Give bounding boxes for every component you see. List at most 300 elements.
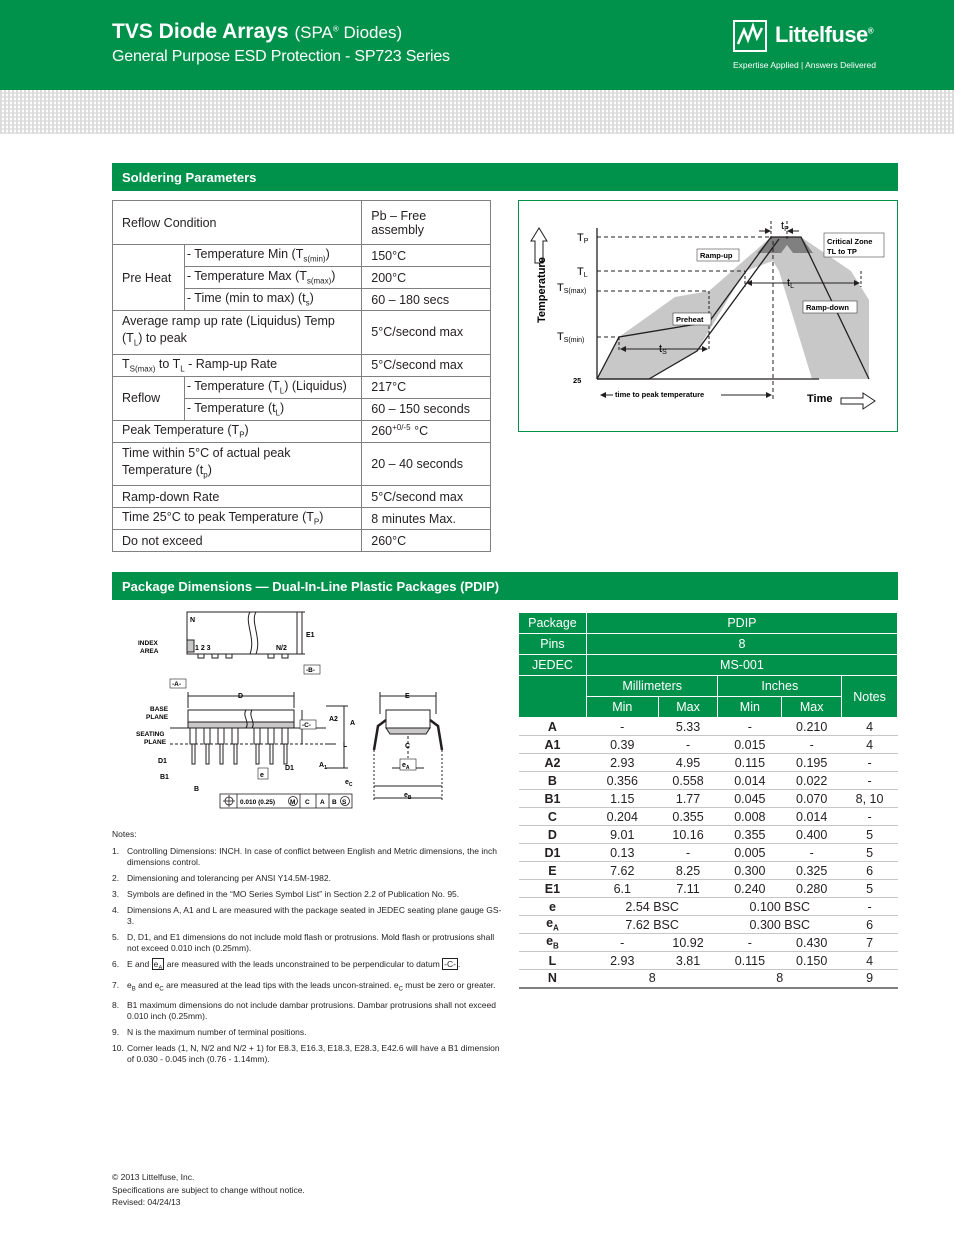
- table-row: [519, 880, 898, 898]
- time-min-max-label: [184, 289, 361, 311]
- b-label: B: [194, 786, 200, 793]
- note-text-part: and e: [135, 979, 160, 990]
- note-text-part: are measured at the lead tips with the leads uncon-strained. e: [163, 979, 399, 990]
- note-text: B1 maximum dimensions do not include dambar protrusions. Dambar protrusions shall not exceed 0.010 inch (0.25mm).: [127, 1000, 496, 1022]
- peak-close: ): [244, 422, 249, 437]
- reflow-condition-value: Pb – Free assembly: [362, 201, 491, 245]
- time25-text: Time 25°C to peak Temperature (T: [122, 510, 314, 525]
- in-max-cell: 0.280: [782, 880, 842, 898]
- tolerance-value: 0.010 (0.25): [240, 799, 276, 806]
- note-cell: -: [842, 898, 898, 916]
- time-to-peak-label: time to peak temperature: [615, 390, 705, 399]
- y-axis-label: Temperature: [536, 257, 548, 323]
- in-min-cell: -: [718, 934, 782, 952]
- package-value: PDIP: [586, 613, 897, 634]
- in-max-cell: -: [782, 736, 842, 754]
- ea-inline-sub: A: [158, 965, 163, 972]
- time-sub: s: [305, 298, 310, 308]
- note-number: 7.: [112, 979, 120, 990]
- revised-date: Revised: 04/24/13: [112, 1197, 181, 1207]
- table-row: [113, 311, 491, 355]
- mm-min-cell: 2.93: [586, 952, 658, 970]
- note-cell: 4: [842, 952, 898, 970]
- tl-sub: L: [180, 364, 185, 374]
- within-text-b: Temperature (t: [122, 462, 204, 477]
- reflow-profile-svg: [519, 201, 897, 431]
- lead-tip: [234, 744, 237, 764]
- note-item: [112, 1043, 507, 1065]
- table-row: [519, 772, 898, 790]
- symbol-header: [519, 676, 587, 718]
- lead-shoulder: [218, 728, 224, 744]
- ts-sub: S(max): [129, 364, 156, 374]
- in-max-cell: -: [782, 844, 842, 862]
- brand-reg-mark: ®: [867, 26, 874, 36]
- reflow-label: Reflow: [113, 376, 185, 420]
- a1-label: $A_1$: [319, 762, 327, 771]
- table-row: [113, 420, 491, 442]
- note-text: N is the maximum number of terminal positions.: [127, 1027, 307, 1038]
- d1-left-label: D1: [158, 758, 167, 765]
- mm-max-cell: 10.16: [658, 826, 718, 844]
- e1-label: E1: [306, 632, 315, 639]
- rampdown-value: 5°C/second max: [362, 486, 491, 508]
- liquidus-sub: L: [279, 386, 285, 396]
- note-item: [112, 980, 507, 996]
- table-row: [519, 676, 898, 697]
- temp-min-value: 150°C: [362, 245, 491, 267]
- mm-max-header: Max: [658, 697, 718, 718]
- note-number: 10.: [112, 1043, 124, 1054]
- note-text: Corner leads (1, N, N/2 and N/2 + 1) for E8.3, E16.3, E18.3, E28.3, E42.6 will have a B1 dimension of 0.030 - 0.045 inch (0.76 - 1.14mm).: [127, 1043, 500, 1065]
- symbol-text: N: [547, 971, 557, 986]
- dimension-symbol: [519, 718, 587, 736]
- symbol-text: e: [546, 934, 554, 949]
- liquidus-value: 217°C: [362, 376, 491, 398]
- soldering-parameters-table: [112, 200, 491, 552]
- spa-suffix: Diodes): [338, 23, 403, 42]
- in-min-cell: 0.045: [718, 790, 782, 808]
- time25-value: 8 minutes Max.: [362, 508, 491, 530]
- peak-value-text: 260: [371, 424, 393, 439]
- lead-shoulder: [282, 728, 288, 744]
- time-close: ): [309, 291, 314, 306]
- preheat-label: Preheat: [676, 315, 704, 324]
- note-text: Dimensions A, A1 and L are measured with the package seated in JEDEC seating plane gauge GS-3.: [127, 905, 502, 926]
- copyright: © 2013 Littelfuse, Inc.: [112, 1172, 195, 1182]
- pins-label: Pins: [519, 634, 587, 655]
- table-row: [519, 916, 898, 934]
- mm-min-cell: 0.356: [586, 772, 658, 790]
- ts-time-label: tS: [659, 343, 667, 356]
- peak-text: Peak Temperature (T: [122, 422, 240, 437]
- c-label: C: [405, 743, 411, 750]
- dimension-symbol: [519, 844, 587, 862]
- dimension-symbol: [519, 880, 587, 898]
- note-cell: 5: [842, 880, 898, 898]
- liquidus-close: ) (Liquidus): [284, 378, 347, 393]
- note-text-part: are measured with the leads unconstrained to be perpendicular to datum: [164, 959, 443, 969]
- dimension-symbol: [519, 736, 587, 754]
- lead-tip: [206, 744, 209, 764]
- table-row: [519, 613, 898, 634]
- table-row: [519, 655, 898, 676]
- note-item: [112, 846, 507, 868]
- tl-time-text: - Temperature (t: [186, 400, 276, 415]
- dimension-symbol: [519, 808, 587, 826]
- table-row: [519, 718, 898, 736]
- jedec-value: MS-001: [586, 655, 897, 676]
- temp-max-sub: s(max): [306, 276, 332, 286]
- liquidus-label: [184, 376, 361, 398]
- rampdown-label: Ramp-down Rate: [113, 486, 362, 508]
- mm-max-cell: 0.355: [658, 808, 718, 826]
- ramp-down-label: Ramp-down: [806, 303, 849, 312]
- in-max-cell: 0.400: [782, 826, 842, 844]
- disclaimer: Specifications are subject to change without notice.: [112, 1184, 305, 1195]
- in-max-cell: 0.014: [782, 808, 842, 826]
- tp-time-label: tP: [781, 220, 789, 233]
- dimension-symbol: [519, 862, 587, 880]
- b1-label: B1: [160, 774, 169, 781]
- within-peak-value: 20 – 40 seconds: [362, 442, 491, 486]
- temp-min-text: - Temperature Min (T: [186, 247, 304, 262]
- mm-min-cell: -: [586, 718, 658, 736]
- top-pin: [226, 654, 232, 658]
- time25-label: [113, 508, 362, 530]
- table-row: [113, 376, 491, 398]
- notes-section: [112, 829, 507, 1070]
- mm-max-cell: -: [658, 844, 718, 862]
- mm-max-cell: 0.558: [658, 772, 718, 790]
- peak-unit: °C: [410, 424, 429, 439]
- mm-max-cell: -: [658, 736, 718, 754]
- in-cell: 8: [718, 970, 842, 988]
- in-min-cell: -: [718, 718, 782, 736]
- header-pattern-stripe: [0, 90, 954, 134]
- note-cell: -: [842, 754, 898, 772]
- temp-min-sub: s(min): [303, 254, 326, 264]
- lead-shoulder: [190, 728, 196, 744]
- ea-inline: e: [153, 959, 159, 969]
- symbol-text: e: [546, 916, 554, 931]
- table-row: [519, 862, 898, 880]
- inches-header: Inches: [718, 676, 842, 697]
- critical-zone-range: TL to TP: [827, 247, 857, 256]
- dimension-symbol: [519, 934, 587, 952]
- seating-label: SEATING: [136, 731, 165, 738]
- note-cell: 6: [842, 862, 898, 880]
- ec-label: $e_C$: [345, 779, 353, 788]
- mm-cell: 2.54 BSC: [586, 898, 718, 916]
- e-label: E: [405, 693, 410, 700]
- mm-cell: 8: [586, 970, 718, 988]
- in-min-cell: 0.005: [718, 844, 782, 862]
- datum-c-label: -C-: [302, 722, 312, 729]
- exceed-label: Do not exceed: [113, 530, 362, 552]
- datum-b-label: -B-: [306, 667, 316, 674]
- top-pin: [282, 654, 288, 658]
- in-max-cell: 0.210: [782, 718, 842, 736]
- symbol-text: D: [547, 827, 557, 842]
- note-number: 9.: [112, 1027, 120, 1038]
- note-number: 6.: [112, 959, 120, 969]
- mm-min-cell: 9.01: [586, 826, 658, 844]
- a-label: A: [350, 720, 356, 727]
- eb-label: $e_B$: [404, 792, 412, 801]
- temp-min-label: [184, 245, 361, 267]
- note-cell: 8, 10: [842, 790, 898, 808]
- in-max-cell: 0.195: [782, 754, 842, 772]
- logo-name: [775, 22, 873, 48]
- note-cell: 4: [842, 718, 898, 736]
- within-text: Time within 5°C of actual peak: [122, 445, 291, 460]
- dimension-symbol: [519, 916, 587, 934]
- peak-tolerance: +0/-5: [392, 423, 411, 433]
- avg-ramp-text: Average ramp up rate (Liquidus) Temp: [122, 314, 335, 328]
- mm-min-cell: 6.1: [586, 880, 658, 898]
- ea-label: $e_A$: [402, 762, 410, 771]
- pins-value: 8: [586, 634, 897, 655]
- note-number: 5.: [112, 932, 120, 942]
- e-basic-label: e: [260, 772, 264, 779]
- tl-time-value: 60 – 150 seconds: [362, 398, 491, 420]
- symbol-text: e: [548, 899, 556, 914]
- tolerance-frame: [220, 794, 352, 808]
- table-row: [113, 201, 491, 245]
- table-row: [113, 442, 491, 486]
- y-25-label: 25: [573, 376, 582, 385]
- within-sub: p: [203, 470, 208, 479]
- temp-max-close: ): [331, 269, 336, 284]
- d1-right-label: D1: [285, 765, 294, 772]
- temp-min-close: ): [325, 247, 330, 262]
- in-min-cell: 0.300: [718, 862, 782, 880]
- exceed-value: 260°C: [362, 530, 491, 552]
- lead-shoulder: [268, 728, 274, 744]
- in-cell: 0.300 BSC: [718, 916, 842, 934]
- note-text: Controlling Dimensions: INCH. In case of conflict between English and Metric dimensions, the inch dimensions control.: [127, 846, 497, 867]
- page-footer: [112, 1171, 305, 1209]
- in-min-cell: 0.115: [718, 754, 782, 772]
- lead-tip: [284, 744, 287, 764]
- top-pin: [198, 654, 204, 658]
- note-cell: 5: [842, 844, 898, 862]
- note-cell: 6: [842, 916, 898, 934]
- frame-datum-a: A: [320, 799, 325, 806]
- tl-label: TL: [577, 266, 588, 279]
- table-row: [519, 634, 898, 655]
- table-row: [113, 530, 491, 552]
- ts-to-tl-label: [113, 354, 362, 376]
- page-header: [0, 0, 954, 90]
- mm-max-cell: 1.77: [658, 790, 718, 808]
- temp-max-label: [184, 267, 361, 289]
- in-max-cell: 0.325: [782, 862, 842, 880]
- lead-shoulder: [204, 728, 210, 744]
- mm-min-cell: 0.39: [586, 736, 658, 754]
- table-row: [519, 934, 898, 952]
- tl-time-sub: L: [275, 408, 281, 418]
- liquidus-text: - Temperature (T: [186, 378, 280, 393]
- mm-min-cell: 2.93: [586, 754, 658, 772]
- symbol-text: E1: [544, 881, 561, 896]
- peak-sub: P: [239, 430, 245, 440]
- lead-tip: [220, 744, 223, 764]
- peak-temp-label: [113, 420, 362, 442]
- dimension-symbol: [519, 970, 587, 988]
- document-subtitle: General Purpose ESD Protection - SP723 Series: [112, 48, 450, 65]
- eb-inline: e: [127, 979, 132, 990]
- note-text-part: .: [457, 959, 461, 969]
- mm-min-cell: -: [586, 934, 658, 952]
- tl-time-label: [184, 398, 361, 420]
- peak-temp-value: [362, 420, 491, 442]
- pin-n-label: N: [190, 617, 196, 624]
- document-title: [112, 20, 402, 44]
- mm-min-cell: 7.62: [586, 862, 658, 880]
- ec-inline-sub: C: [398, 986, 403, 993]
- base-label: BASE: [150, 706, 169, 713]
- lead-tip: [192, 744, 195, 764]
- table-row: [519, 754, 898, 772]
- table-row: [519, 844, 898, 862]
- mm-cell: 7.62 BSC: [586, 916, 718, 934]
- reflow-condition-label: Reflow Condition: [113, 201, 362, 245]
- mm-max-cell: 5.33: [658, 718, 718, 736]
- note-cell: -: [842, 772, 898, 790]
- tl-text: to T: [155, 356, 181, 371]
- avg-ramp-value: 5°C/second max: [362, 311, 491, 355]
- symbol-text: C: [547, 809, 557, 824]
- table-row: [519, 736, 898, 754]
- dimension-symbol: [519, 898, 587, 916]
- mm-min-cell: 0.204: [586, 808, 658, 826]
- package-section-title: Package Dimensions — Dual-In-Line Plastic Packages (PDIP): [112, 572, 898, 600]
- within-peak-label: [113, 442, 362, 486]
- lead-tip: [270, 744, 273, 764]
- d-label: D: [238, 693, 244, 700]
- notes-title: Notes:: [112, 829, 137, 839]
- index-mark: [187, 640, 194, 652]
- millimeters-header: Millimeters: [586, 676, 718, 697]
- table-row: [519, 808, 898, 826]
- in-min-cell: 0.008: [718, 808, 782, 826]
- soldering-section-title: Soldering Parameters: [112, 163, 898, 191]
- base-plane-label: PLANE: [146, 714, 169, 721]
- dimension-symbol: [519, 826, 587, 844]
- note-text: [127, 959, 460, 975]
- symbol-subscript: B: [553, 941, 559, 951]
- note-text: Dimensioning and tolerancing per ANSI Y14.5M-1982.: [127, 873, 331, 883]
- ts-to-tl-value: 5°C/second max: [362, 354, 491, 376]
- table-row: [519, 970, 898, 988]
- end-body-lower: [386, 728, 430, 734]
- in-min-cell: 0.115: [718, 952, 782, 970]
- brand-text: Littelfuse: [775, 22, 868, 47]
- in-max-header: Max: [782, 697, 842, 718]
- ec-inline-sub: C: [159, 986, 164, 993]
- symbol-text: B: [547, 773, 557, 788]
- side-body-lower: [188, 722, 294, 728]
- note-item: [112, 905, 507, 927]
- area-label: AREA: [140, 648, 159, 655]
- table-row: [113, 508, 491, 530]
- note-number: 8.: [112, 1000, 120, 1011]
- time-axis-arrow-icon: [841, 393, 875, 409]
- table-row: [113, 245, 491, 267]
- symbol-text: D1: [544, 845, 561, 860]
- mm-min-cell: 1.15: [586, 790, 658, 808]
- registered-mark: ®: [332, 24, 339, 34]
- tl-time-label: tL: [787, 277, 794, 290]
- temp-max-value: 200°C: [362, 267, 491, 289]
- tsmax-label: TS(max): [557, 282, 587, 295]
- title-text: TVS Diode Arrays: [112, 20, 289, 43]
- side-body-upper: [188, 710, 294, 722]
- symbol-text: L: [548, 953, 557, 968]
- avg-ramp-sub: L: [133, 338, 139, 348]
- note-text-part: must be zero or greater.: [402, 979, 496, 990]
- top-pin: [212, 654, 218, 658]
- time25-sub: P: [313, 517, 320, 527]
- break-lines: [248, 612, 257, 654]
- in-min-cell: 0.014: [718, 772, 782, 790]
- note-number: 2.: [112, 873, 120, 883]
- note-item: [112, 1027, 507, 1038]
- table-row: [519, 898, 898, 916]
- table-row: [519, 790, 898, 808]
- preheat-label: Pre Heat: [113, 245, 185, 311]
- top-pin: [268, 654, 274, 658]
- seating-plane-label: PLANE: [144, 739, 167, 746]
- mm-max-cell: 3.81: [658, 952, 718, 970]
- frame-datum-b: B: [332, 799, 337, 806]
- end-body-upper: [386, 710, 430, 728]
- notes-header: Notes: [842, 676, 898, 718]
- time-text: - Time (min to max) (t: [186, 291, 306, 306]
- lead-tip: [256, 744, 259, 764]
- reflow-profile-diagram: [518, 200, 898, 432]
- datum-a-label: -A-: [172, 681, 182, 688]
- avg-ramp-text-b: (T: [122, 331, 134, 345]
- datum-c-inline: -C-: [444, 959, 456, 969]
- mm-min-header: Min: [586, 697, 658, 718]
- ramp-up-label: Ramp-up: [700, 251, 733, 260]
- note-text: Symbols are defined in the “MO Series Symbol List” in Section 2.2 of Publication No. 95.: [127, 889, 460, 899]
- l-label: L: [343, 742, 348, 749]
- symbol-text: A2: [544, 755, 561, 770]
- package-label: Package: [519, 613, 587, 634]
- note-number: 1.: [112, 846, 120, 856]
- symbol-text: B1: [544, 791, 561, 806]
- mm-max-cell: 10.92: [658, 934, 718, 952]
- in-cell: 0.100 BSC: [718, 898, 842, 916]
- in-min-cell: 0.355: [718, 826, 782, 844]
- littelfuse-logo: [733, 20, 903, 75]
- in-min-header: Min: [718, 697, 782, 718]
- eb-inline-sub: B: [131, 986, 136, 993]
- ts-text: T: [122, 356, 130, 371]
- mm-max-cell: 8.25: [658, 862, 718, 880]
- lead-shoulder: [232, 728, 238, 744]
- note-item: [112, 889, 507, 900]
- jedec-label: JEDEC: [519, 655, 587, 676]
- in-max-cell: 0.070: [782, 790, 842, 808]
- frame-datum-c: C: [305, 799, 310, 806]
- temp-max-text: - Temperature Max (T: [186, 269, 307, 284]
- note-item: [112, 873, 507, 884]
